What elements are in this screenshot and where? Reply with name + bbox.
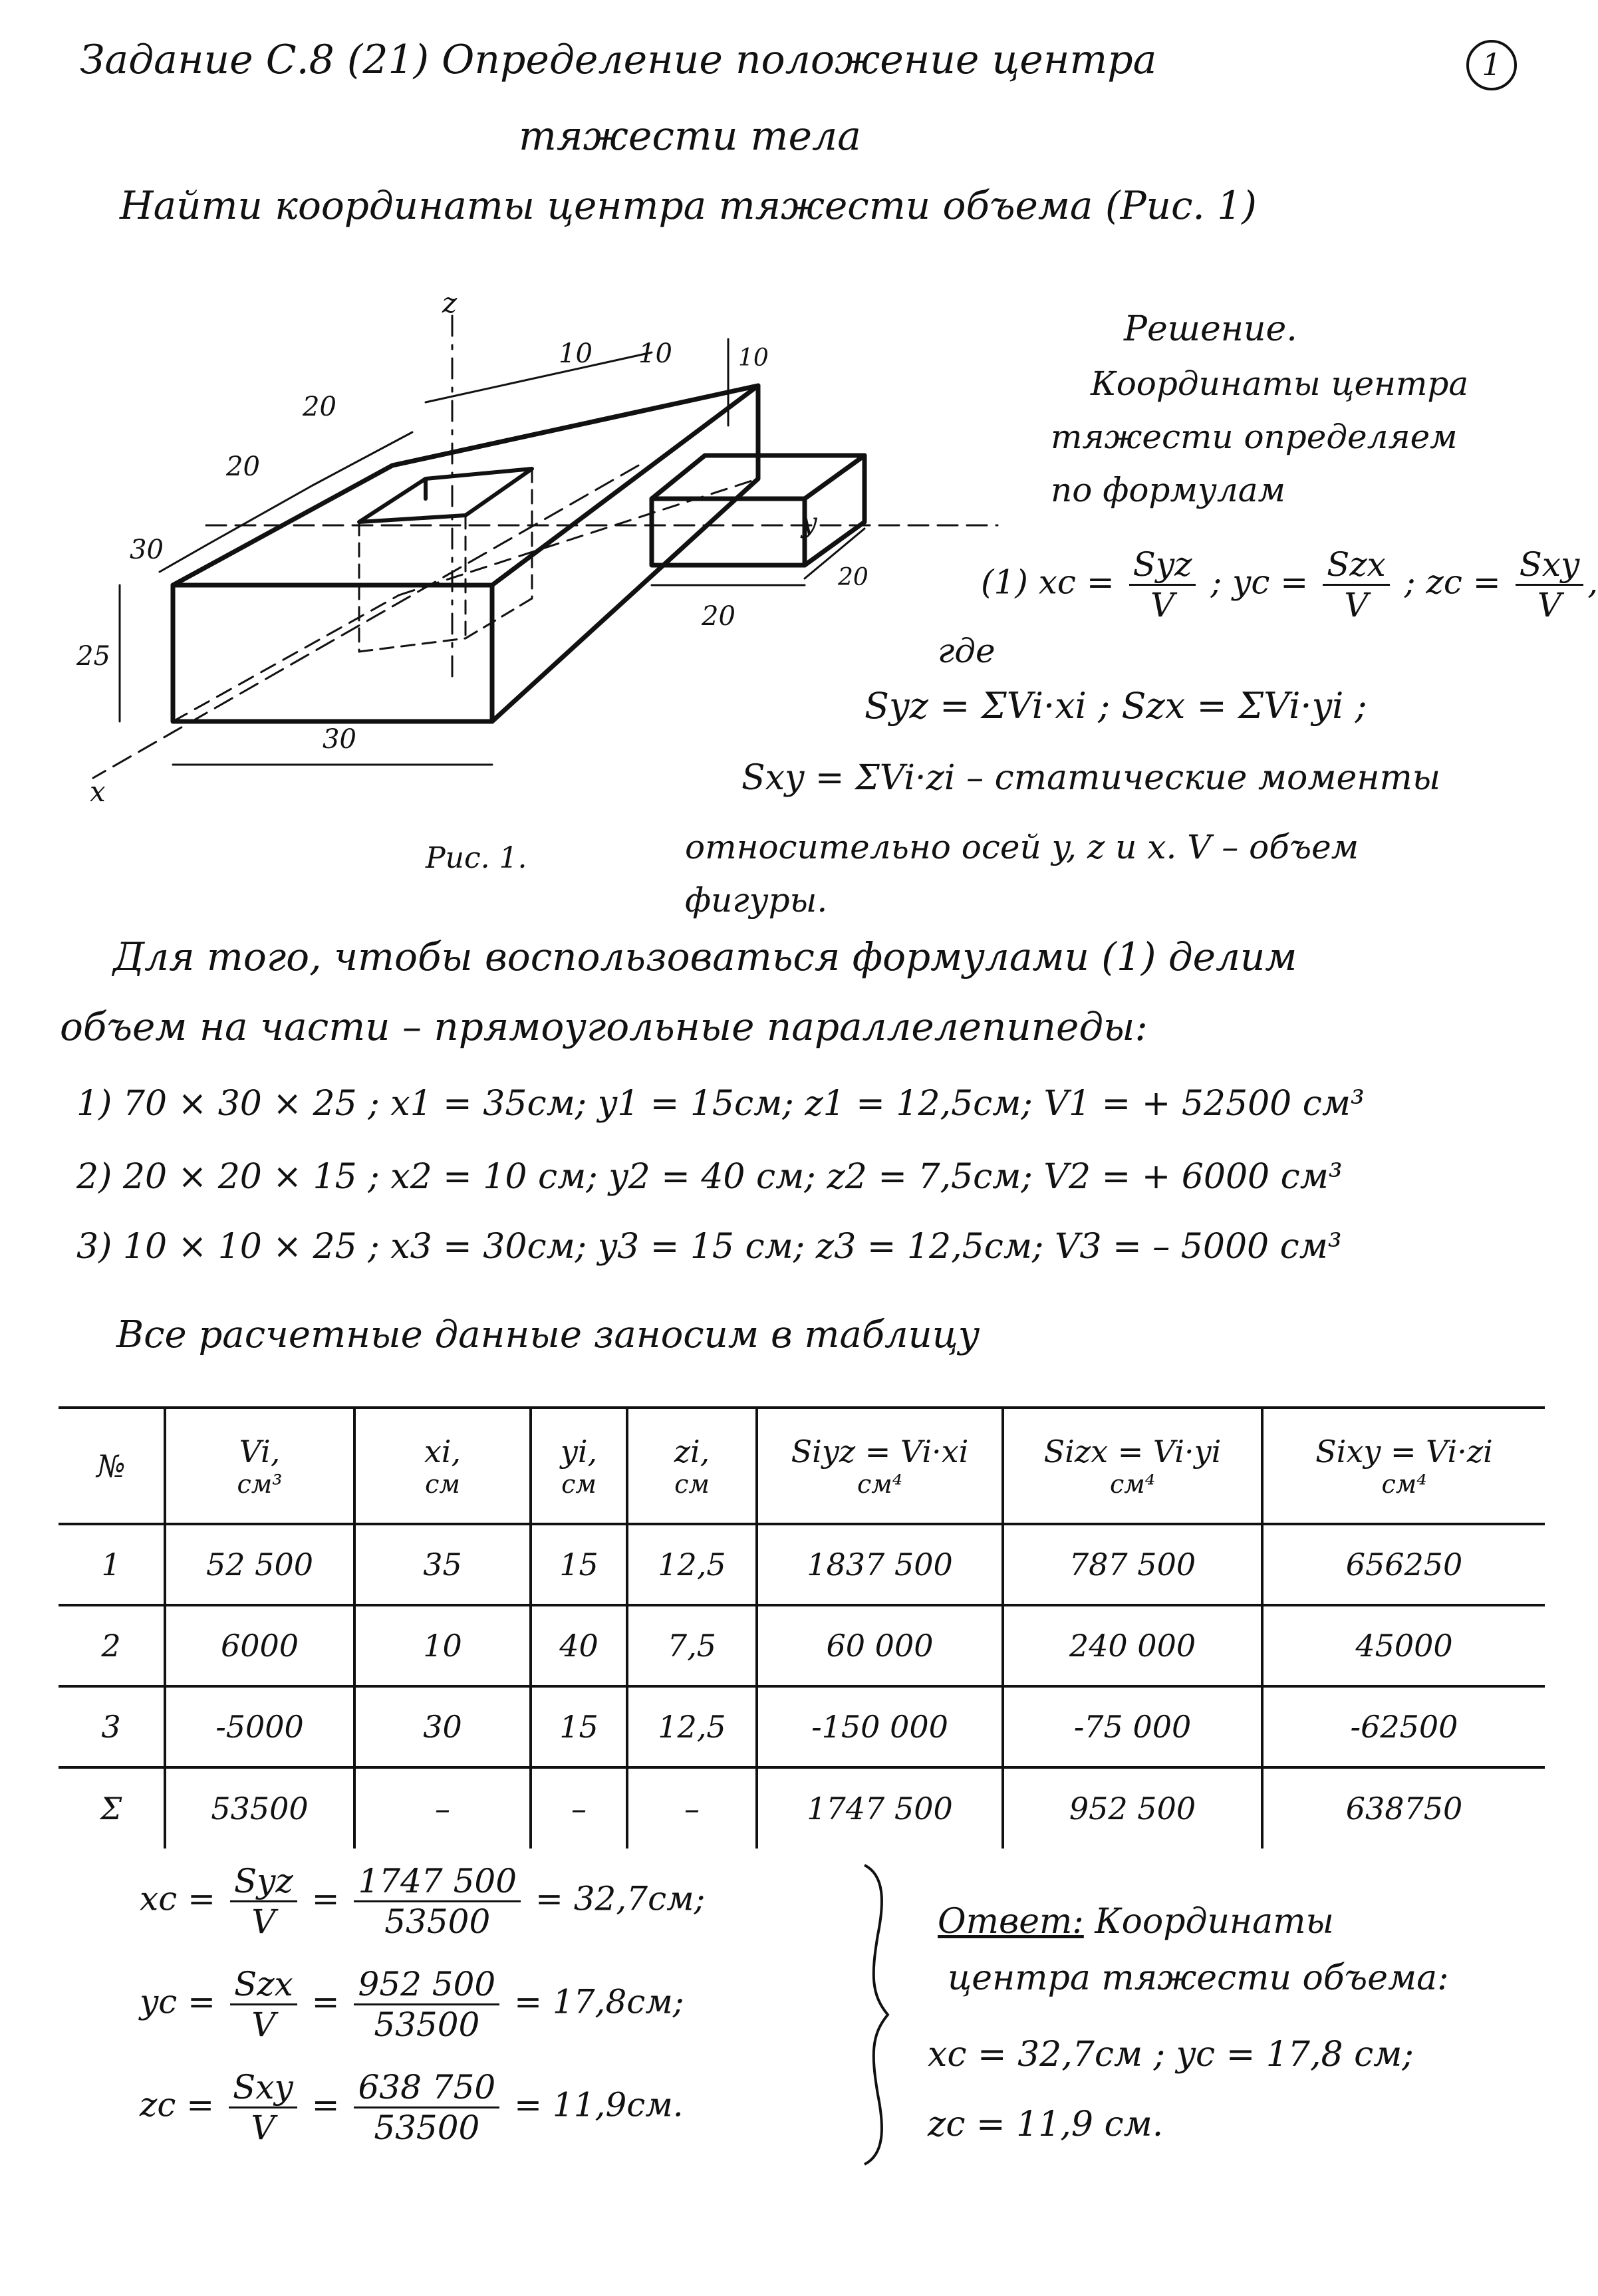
cell: 15 [531,1524,627,1605]
calc-zc-frac1: $\frac{\text{Sxy}}{V}$ [229,2068,297,2147]
calc-xc-result: = 32,7см; [535,1879,706,1918]
cell: 3 [101,1709,121,1745]
dim-label-bottom-30: 30 [323,724,356,755]
axis-y-label: y [801,506,817,539]
axis-z-label: z [442,287,458,319]
answer-line-3: xc = 32,7см ; yc = 17,8 см; [928,2035,1414,2075]
curly-brace [858,1862,898,2168]
part-3: 3) 10 × 10 × 25 ; x3 = 30см; y3 = 15 см; z3 = 12,5см; V3 = – 5000 см³ [76,1227,1342,1267]
cell: -150 000 [757,1686,1003,1767]
cell: 40 [531,1605,627,1686]
moments-definition-3: фигуры. [685,881,828,920]
where-word: где [938,632,996,670]
answer-line-4: zc = 11,9 см. [928,2105,1164,2144]
cell: 7,5 [627,1605,757,1686]
cell: -62500 [1262,1686,1545,1767]
moments-definition-2: относительно осей y, z и x. V – объем [685,828,1359,866]
formula-zc-num: Sxy [1516,545,1584,586]
formula-xc-num: Syz [1129,545,1196,586]
formula-zc-end: , [1587,563,1598,602]
col-header-number: № [96,1448,126,1484]
paragraph-line-1: Для того, чтобы воспользоваться формулами (1) делим [113,934,1297,979]
dim-label-small-20w: 20 [702,601,735,632]
calc-yc: yc = $\frac{\text{Szx}}{V}$ = $\frac{952 500}{53500}$ = 17,8см; [140,1965,684,2044]
formula-label: (1) [981,563,1028,602]
dim-label-right-10: 10 [738,344,769,372]
calc-xc-frac2: $\frac{1747 500}{53500}$ [354,1862,521,1941]
col-header-y: yi, см [531,1408,627,1524]
dim-label-top-10b: 10 [638,338,672,369]
paragraph-line-2: объем на части – прямоугольные параллелепипеды: [60,1004,1148,1049]
part-2: 2) 20 × 20 × 15 ; x2 = 10 см; y2 = 40 см; z2 = 7,5см; V2 = + 6000 см³ [76,1157,1343,1197]
moments-formula: Syz = ΣVi·xi ; Szx = ΣVi·yi ; [865,685,1367,727]
page-number: 1 [1466,40,1517,90]
formula-zc-den: V [1537,586,1561,624]
dim-label-left-20b: 20 [226,451,260,482]
formula-yc-lhs: ; yc = [1210,563,1309,602]
sum-symbol: Σ [100,1791,122,1827]
formula-xc-fraction [1129,545,1196,624]
formula-yc-num: Szx [1323,545,1390,586]
cell: 45000 [1262,1605,1545,1686]
calc-yc-frac2: $\frac{952 500}{53500}$ [354,1965,499,2044]
cell: 52 500 [165,1524,354,1605]
col-header-volume: Vi, см³ [165,1408,354,1524]
formula-zc-fraction [1516,545,1584,624]
formula-zc-lhs: ; zc = [1404,563,1501,602]
cell: 656250 [1262,1524,1545,1605]
cell: 240 000 [1003,1605,1262,1686]
solution-title: Решение. [1124,309,1297,349]
cell: 952 500 [1003,1767,1262,1849]
cell: 638750 [1262,1767,1545,1849]
col-header-szx: Sizx = Vi·yi см⁴ [1003,1408,1262,1524]
cell: 2 [101,1628,121,1664]
hole-opening [359,469,532,522]
table-row [59,1686,1545,1767]
calc-zc-frac2: $\frac{638 750}{53500}$ [354,2068,499,2147]
cell: 1 [101,1547,121,1583]
table-row [59,1524,1545,1605]
formula-xc-lhs: xc = [1038,563,1115,602]
moments-definition-1: Sxy = ΣVi·zi – статические моменты [741,758,1441,798]
table-header-row [59,1408,1545,1524]
answer-line-2: центра тяжести объема: [948,1958,1449,1998]
calc-yc-lhs: yc = [140,1982,216,2021]
col-header-z: zi, см [627,1408,757,1524]
formula-yc-fraction [1323,545,1390,624]
answer-line-1 [938,1902,1334,1942]
table-row [59,1605,1545,1686]
col-header-syz: Siyz = Vi·xi см⁴ [757,1408,1003,1524]
solution-line-3: по формулам [1051,471,1286,509]
centroid-formulas [981,545,1598,624]
answer-line-1-rest: Координаты [1083,1902,1334,1942]
axis-x-label: x [90,775,106,808]
calc-zc-result: = 11,9см. [514,2085,684,2124]
calc-xc: xc = $\frac{\text{Syz}}{V}$ = $\frac{1747 500}{53500}$ = 32,7см; [140,1862,706,1941]
calc-zc-lhs: zc = [140,2085,215,2124]
table-intro: Все расчетные данные заносим в таблицу [116,1313,980,1356]
task-statement: Найти координаты центра тяжести объема (Рис. 1) [120,183,1257,228]
cell: 6000 [165,1605,354,1686]
formula-xc-den: V [1150,586,1175,624]
title-line-1: Задание С.8 (21) Определение положение центра [80,37,1157,83]
cell: – [531,1767,627,1849]
formula-yc-den: V [1344,586,1369,624]
figure-caption: Рис. 1. [426,841,527,875]
cell: 10 [354,1605,531,1686]
answer-label: Ответ: [938,1902,1084,1942]
calc-xc-lhs: xc = [140,1879,215,1918]
dim-label-top-10a: 10 [559,338,593,369]
cell: 787 500 [1003,1524,1262,1605]
cell: 60 000 [757,1605,1003,1686]
main-block-front [173,585,492,721]
cell: – [354,1767,531,1849]
calc-yc-frac1: $\frac{\text{Szx}}{V}$ [230,1965,297,2044]
cell: -75 000 [1003,1686,1262,1767]
solution-line-2: тяжести определяем [1051,418,1458,456]
cell: 53500 [165,1767,354,1849]
cell: 30 [354,1686,531,1767]
cell: -5000 [165,1686,354,1767]
calc-xc-frac1: $\frac{\text{Syz}}{V}$ [230,1862,297,1941]
dim-label-left-30: 30 [130,535,164,565]
dim-label-small-20d: 20 [838,564,868,591]
cell: 1837 500 [757,1524,1003,1605]
figure-drawing [53,266,868,838]
cell: 35 [354,1524,531,1605]
calc-zc: zc = $\frac{\text{Sxy}}{V}$ = $\frac{638 750}{53500}$ = 11,9см. [140,2068,684,2147]
dim-label-height-25: 25 [76,641,110,672]
cell: – [627,1767,757,1849]
title-line-2: тяжести тела [519,113,861,160]
dim-label-left-20a: 20 [303,392,336,422]
cell: 12,5 [627,1524,757,1605]
col-header-sxy: Sixy = Vi·zi см⁴ [1262,1408,1545,1524]
calc-table [59,1406,1545,1849]
cell: 1747 500 [757,1767,1003,1849]
calc-yc-result: = 17,8см; [514,1982,684,2021]
part-1: 1) 70 × 30 × 25 ; x1 = 35см; y1 = 15см; z1 = 12,5см; V1 = + 52500 см³ [76,1084,1365,1124]
cell: 12,5 [627,1686,757,1767]
solution-line-1: Координаты центра [1091,364,1469,403]
col-header-x: xi, см [354,1408,531,1524]
table-sum-row [59,1767,1545,1849]
cell: 15 [531,1686,627,1767]
